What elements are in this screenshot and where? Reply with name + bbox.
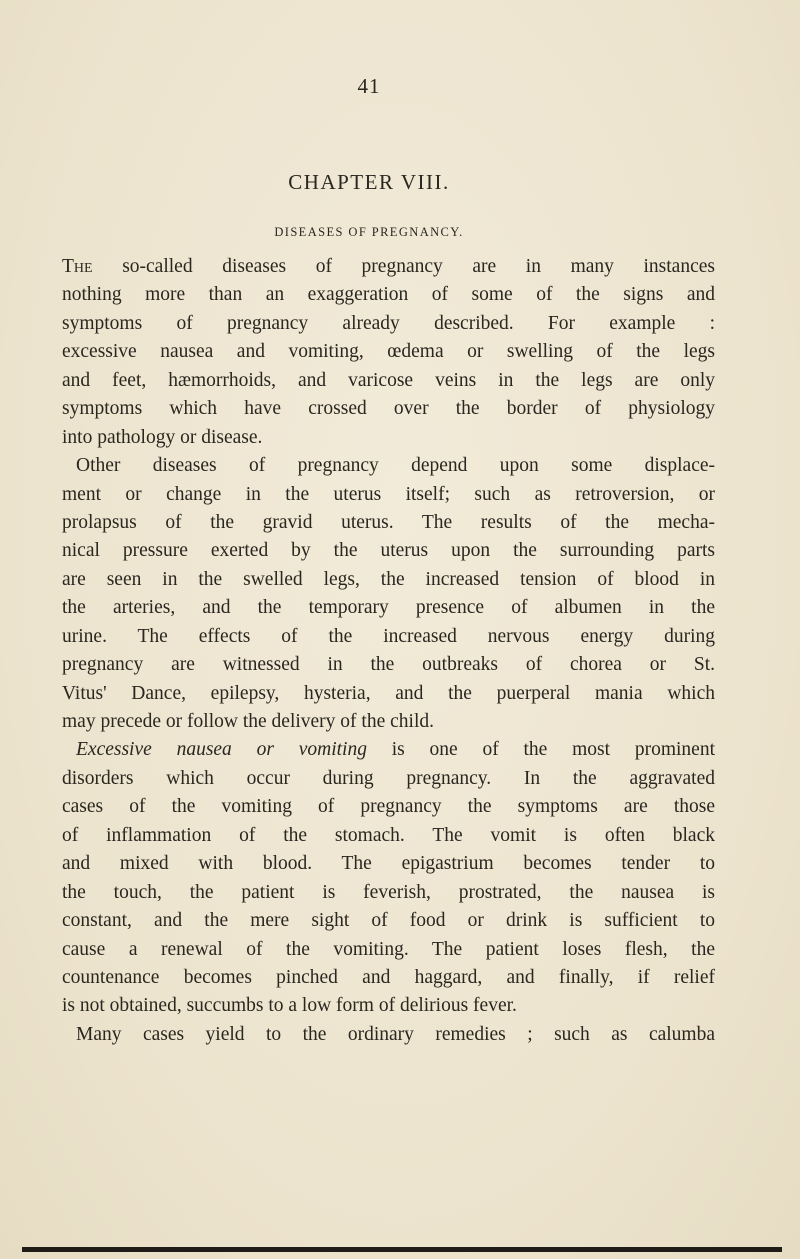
paragraph-line [62,253,715,281]
paragraph-line: and feet, hæmorrhoids, and varicose veins in the legs are only [62,369,715,391]
paragraph-line: symptoms of pregnancy already described. For example : [62,312,715,334]
paragraph-line: prolapsus of the gravid uterus. The results of the mecha- [62,511,715,533]
paragraph-line: into pathology or disease. [62,426,263,448]
paragraph-line-text: so-called diseases of pregnancy are in many instances [92,256,715,277]
paragraph-line: countenance becomes pinched and haggard, and finally, if relief [62,966,715,988]
paragraph-line: Many cases yield to the ordinary remedies ; such as calumba [76,1023,715,1045]
paragraph-lead-italic: Excessive nausea or vomiting [76,739,367,761]
body-text [62,253,715,1049]
paragraph-line: cases of the vomiting of pregnancy the symptoms are those [62,796,715,818]
paragraph-line: constant, and the mere sight of food or drink is sufficient to [62,910,715,932]
paragraph-line: may precede or follow the delivery of the child. [62,711,434,732]
paragraph-line [62,736,715,764]
paragraph-line: Other diseases of pregnancy depend upon some displace- [76,455,715,477]
paragraph-line: urine. The effects of the increased nervous energy during [62,625,715,647]
paragraph-line-text: is one of the most prominent [366,739,715,761]
bottom-page-rule [22,1247,782,1252]
paragraph-line: of inflammation of the stomach. The vomit is often black [62,824,715,846]
page-number: 41 [357,74,381,98]
chapter-title: CHAPTER VIII. [288,170,450,194]
paragraph-line: the arteries, and the temporary presence of albumen in the [62,597,715,619]
paragraph-line: nothing more than an exaggeration of some of the signs and [62,284,715,306]
paragraph-lead-word: The [62,256,93,277]
paragraph-line: Vitus' Dance, epilepsy, hysteria, and the puerperal mania which [62,682,715,704]
paragraph-line: disorders which occur during pregnancy. In the aggravated [62,767,715,789]
paragraph-line: pregnancy are witnessed in the outbreaks of chorea or St. [62,654,715,676]
paragraph-line: is not obtained, succumbs to a low form of delirious fever. [62,995,517,1017]
paragraph-line: cause a renewal of the vomiting. The patient loses flesh, the [62,938,715,960]
paragraph-line: nical pressure exerted by the uterus upon the surrounding parts [62,540,715,562]
paragraph-line: ment or change in the uterus itself; such as retroversion, or [62,483,715,505]
paragraph-line: symptoms which have crossed over the border of physiology [62,398,715,420]
paragraph-line: excessive nausea and vomiting, œdema or swelling of the legs [62,341,715,363]
paragraph-line: the touch, the patient is feverish, prostrated, the nausea is [62,881,715,903]
section-title: DISEASES OF PREGNANCY. [274,225,464,239]
paragraph-line: and mixed with blood. The epigastrium becomes tender to [62,853,715,875]
paragraph-line: are seen in the swelled legs, the increased tension of blood in [62,568,715,590]
